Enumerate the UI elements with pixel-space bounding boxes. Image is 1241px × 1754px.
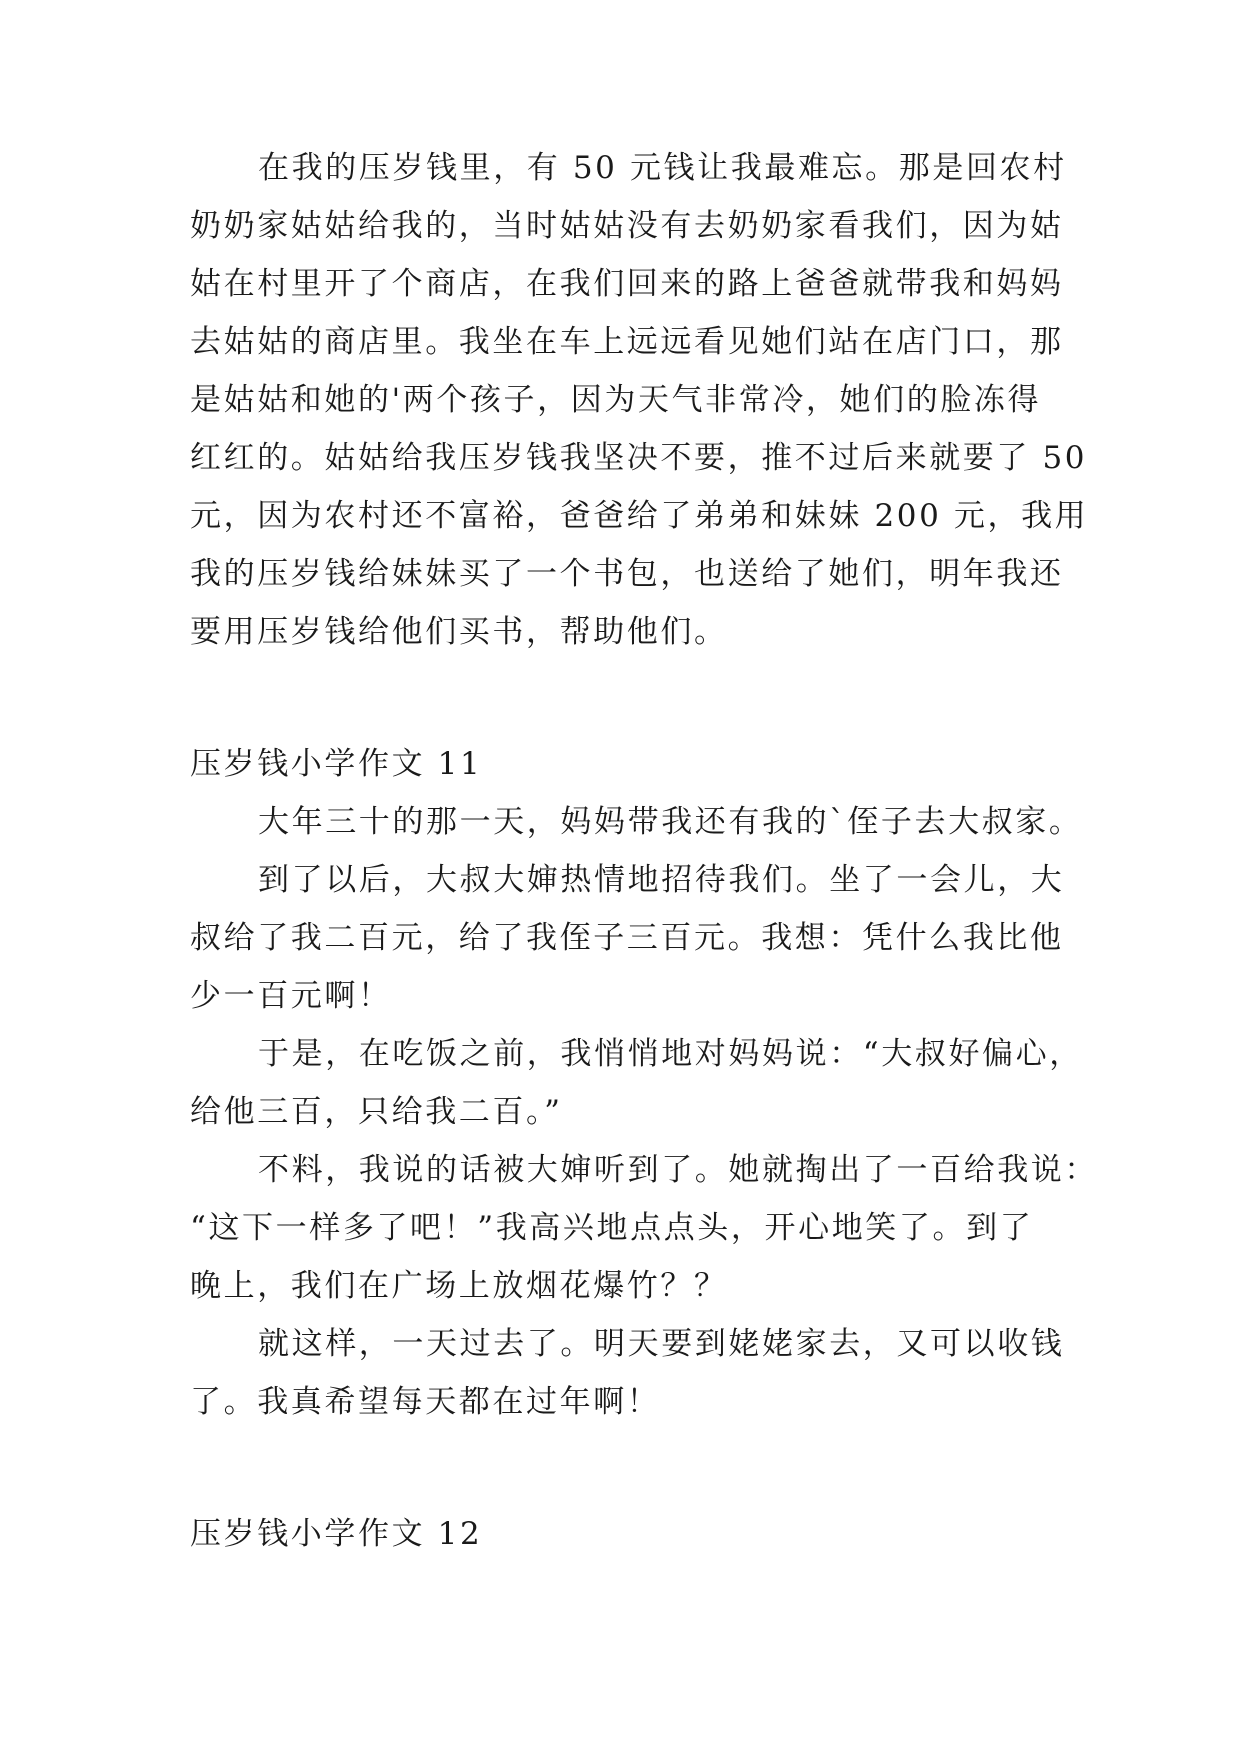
- paragraph-line: 了。我真希望每天都在过年啊！: [190, 1384, 661, 1420]
- paragraph-line: 元，因为农村还不富裕，爸爸给了弟弟和妹妹 200 元，我用: [190, 498, 1089, 534]
- paragraph-line: “这下一样多了吧！”我高兴地点点头，开心地笑了。到了: [190, 1210, 1034, 1246]
- paragraph-line: 少一百元啊！: [190, 978, 392, 1014]
- paragraph-line: 姑在村里开了个商店，在我们回来的路上爸爸就带我和妈妈: [190, 266, 1064, 302]
- section-heading: 压岁钱小学作文 12: [190, 1516, 483, 1552]
- paragraph-line: 不料，我说的话被大婶听到了。她就掏出了一百给我说：: [258, 1152, 1098, 1188]
- paragraph-line: 就这样，一天过去了。明天要到姥姥家去，又可以收钱: [258, 1326, 1065, 1362]
- paragraph-line: 是姑姑和她的'两个孩子，因为天气非常冷，她们的脸冻得: [190, 382, 1042, 418]
- paragraph-line: 要用压岁钱给他们买书，帮助他们。: [190, 614, 728, 650]
- paragraph-line: 大年三十的那一天，妈妈带我还有我的`侄子去大叔家。: [258, 804, 1083, 840]
- section-heading: 压岁钱小学作文 11: [190, 746, 483, 782]
- paragraph-line: 去姑姑的商店里。我坐在车上远远看见她们站在店门口，那: [190, 324, 1064, 360]
- paragraph-line: 红红的。姑姑给我压岁钱我坚决不要，推不过后来就要了 50: [190, 440, 1088, 476]
- paragraph-line: 在我的压岁钱里，有 50 元钱让我最难忘。那是回农村: [258, 150, 1067, 186]
- paragraph-line: 到了以后，大叔大婶热情地招待我们。坐了一会儿，大: [258, 862, 1065, 898]
- paragraph-line: 于是，在吃饭之前，我悄悄地对妈妈说：“大叔好偏心，: [258, 1036, 1083, 1072]
- paragraph-line: 奶奶家姑姑给我的，当时姑姑没有去奶奶家看我们，因为姑: [190, 208, 1064, 244]
- paragraph-line: 我的压岁钱给妹妹买了一个书包，也送给了她们，明年我还: [190, 556, 1064, 592]
- paragraph-line: 叔给了我二百元，给了我侄子三百元。我想：凭什么我比他: [190, 920, 1064, 956]
- paragraph-line: 给他三百，只给我二百。”: [190, 1094, 563, 1130]
- paragraph-line: 晚上，我们在广场上放烟花爆竹？？: [190, 1268, 728, 1304]
